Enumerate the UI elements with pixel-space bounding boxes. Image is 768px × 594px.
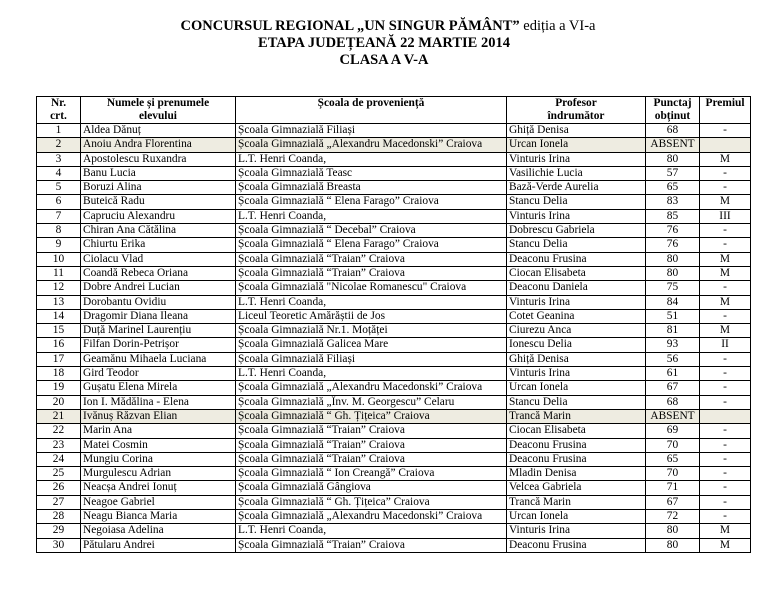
cell-nr: 14 (37, 309, 81, 323)
cell-name: Chiran Ana Cătălina (81, 224, 236, 238)
cell-teacher: Ciocan Elisabeta (507, 424, 646, 438)
cell-prize: - (700, 452, 751, 466)
table-row (37, 195, 751, 209)
cell-score: 70 (646, 438, 700, 452)
cell-school: Școala Gimnazială Breasta (236, 181, 507, 195)
cell-nr: 18 (37, 367, 81, 381)
cell-name: Buteică Radu (81, 195, 236, 209)
cell-teacher: Vinturis Irina (507, 209, 646, 223)
table-row (37, 324, 751, 338)
cell-prize: - (700, 309, 751, 323)
table-row (37, 181, 751, 195)
cell-score: 69 (646, 424, 700, 438)
cell-name: Dorobantu Ovidiu (81, 295, 236, 309)
cell-score: 80 (646, 252, 700, 266)
cell-name: Ion I. Mădălina - Elena (81, 395, 236, 409)
cell-teacher: Stancu Delia (507, 395, 646, 409)
table-row (37, 409, 751, 423)
col-nr-header-2: crt. (37, 110, 81, 124)
cell-nr: 26 (37, 481, 81, 495)
cell-teacher: Stancu Delia (507, 195, 646, 209)
cell-score: 57 (646, 166, 700, 180)
cell-nr: 16 (37, 338, 81, 352)
cell-name: Neagoe Gabriel (81, 495, 236, 509)
cell-teacher: Deaconu Frusina (507, 252, 646, 266)
cell-score: 51 (646, 309, 700, 323)
table-row (37, 467, 751, 481)
document-header (0, 18, 768, 69)
cell-prize: - (700, 181, 751, 195)
cell-score: 65 (646, 452, 700, 466)
cell-prize: - (700, 367, 751, 381)
cell-nr: 12 (37, 281, 81, 295)
cell-school: Școala Gimnazială “Traian” Craiova (236, 438, 507, 452)
table-row (37, 238, 751, 252)
cell-name: Geamănu Mihaela Luciana (81, 352, 236, 366)
cell-score: 76 (646, 224, 700, 238)
cell-prize: - (700, 438, 751, 452)
cell-teacher: Mladin Denisa (507, 467, 646, 481)
table-row (37, 424, 751, 438)
table-row (37, 295, 751, 309)
table-row (37, 224, 751, 238)
cell-score: 80 (646, 524, 700, 538)
cell-prize: M (700, 295, 751, 309)
cell-nr: 9 (37, 238, 81, 252)
col-school-header: Școala de proveniență (236, 97, 507, 124)
cell-prize: - (700, 238, 751, 252)
cell-school: L.T. Henri Coanda, (236, 209, 507, 223)
cell-school: L.T. Henri Coanda, (236, 367, 507, 381)
table-row (37, 352, 751, 366)
cell-name: Capruciu Alexandru (81, 209, 236, 223)
cell-score: 84 (646, 295, 700, 309)
cell-name: Dragomir Diana Ileana (81, 309, 236, 323)
cell-school: Școala Gimnazială „Alexandru Macedonski” Craiova (236, 138, 507, 152)
cell-nr: 7 (37, 209, 81, 223)
table-row (37, 209, 751, 223)
cell-school: Școala Gimnazială „Alexandru Macedonski” Craiova (236, 381, 507, 395)
cell-teacher: Urcan Ionela (507, 138, 646, 152)
cell-name: Ciolacu Vlad (81, 252, 236, 266)
table-row (37, 381, 751, 395)
cell-score: 83 (646, 195, 700, 209)
cell-score: 80 (646, 152, 700, 166)
cell-name: Boruzi Alina (81, 181, 236, 195)
cell-score: 80 (646, 538, 700, 552)
cell-prize: M (700, 152, 751, 166)
cell-nr: 11 (37, 266, 81, 280)
cell-nr: 15 (37, 324, 81, 338)
cell-school: Școala Gimnazială Filiași (236, 352, 507, 366)
cell-prize: - (700, 381, 751, 395)
table-row (37, 266, 751, 280)
cell-school: Școala Gimnazială „Alexandru Macedonski” Craiova (236, 510, 507, 524)
cell-nr: 1 (37, 124, 81, 138)
cell-school: Școala Gimnazială „Înv. M. Georgescu” Celaru (236, 395, 507, 409)
cell-name: Banu Lucia (81, 166, 236, 180)
cell-nr: 10 (37, 252, 81, 266)
cell-school: Școala Gimnazială Filiași (236, 124, 507, 138)
cell-school: L.T. Henri Coanda, (236, 295, 507, 309)
cell-nr: 8 (37, 224, 81, 238)
cell-teacher: Urcan Ionela (507, 510, 646, 524)
table-row (37, 510, 751, 524)
col-teacher-header: Profesor (507, 97, 646, 111)
cell-teacher: Velcea Gabriela (507, 481, 646, 495)
table-header (37, 97, 751, 124)
cell-name: Coandă Rebeca Oriana (81, 266, 236, 280)
cell-school: Școala Gimnazială “ Elena Farago” Craiova (236, 238, 507, 252)
cell-nr: 30 (37, 538, 81, 552)
cell-prize: - (700, 510, 751, 524)
table-row (37, 309, 751, 323)
cell-name: Neagu Bianca Maria (81, 510, 236, 524)
cell-teacher: Deaconu Frusina (507, 538, 646, 552)
cell-score: 72 (646, 510, 700, 524)
cell-prize: - (700, 495, 751, 509)
cell-name: Marin Ana (81, 424, 236, 438)
cell-teacher: Ionescu Delia (507, 338, 646, 352)
cell-prize (700, 138, 751, 152)
cell-name: Gușatu Elena Mirela (81, 381, 236, 395)
cell-nr: 5 (37, 181, 81, 195)
table-row (37, 152, 751, 166)
cell-school: Școala Gimnazială Nr.1. Moțăței (236, 324, 507, 338)
cell-teacher: Trancă Marin (507, 409, 646, 423)
cell-teacher: Stancu Delia (507, 238, 646, 252)
cell-prize: - (700, 224, 751, 238)
cell-school: Școala Gimnazială “Traian” Craiova (236, 538, 507, 552)
stage-date: ETAPA JUDEȚEANĂ 22 MARTIE 2014 (258, 35, 510, 51)
cell-prize: - (700, 124, 751, 138)
cell-name: Negoiasa Adelina (81, 524, 236, 538)
class-title: CLASA A V-A (339, 52, 429, 68)
cell-name: Pătularu Andrei (81, 538, 236, 552)
cell-name: Gird Teodor (81, 367, 236, 381)
table-row (37, 252, 751, 266)
cell-teacher: Cotet Geanina (507, 309, 646, 323)
table-row (37, 166, 751, 180)
cell-prize: - (700, 352, 751, 366)
cell-school: Școala Gimnazială “ Gh. Țițeica” Craiova (236, 495, 507, 509)
cell-name: Apostolescu Ruxandra (81, 152, 236, 166)
cell-prize: M (700, 266, 751, 280)
table-row (37, 367, 751, 381)
cell-nr: 24 (37, 452, 81, 466)
cell-prize: - (700, 424, 751, 438)
cell-score: 81 (646, 324, 700, 338)
cell-name: Mungiu Corina (81, 452, 236, 466)
cell-name: Duță Marinel Laurențiu (81, 324, 236, 338)
cell-name: Matei Cosmin (81, 438, 236, 452)
cell-school: Școala Gimnazială “Traian” Craiova (236, 452, 507, 466)
cell-score: 80 (646, 266, 700, 280)
cell-school: L.T. Henri Coanda, (236, 524, 507, 538)
cell-nr: 4 (37, 166, 81, 180)
cell-teacher: Ciocan Elisabeta (507, 266, 646, 280)
cell-teacher: Urcan Ionela (507, 381, 646, 395)
cell-teacher: Vasilichie Lucia (507, 166, 646, 180)
cell-score: 68 (646, 124, 700, 138)
cell-prize: M (700, 324, 751, 338)
cell-prize: II (700, 338, 751, 352)
cell-prize: M (700, 524, 751, 538)
cell-nr: 3 (37, 152, 81, 166)
cell-prize: - (700, 395, 751, 409)
table-row (37, 524, 751, 538)
cell-school: Școala Gimnazială Gângiova (236, 481, 507, 495)
cell-school: Școala Gimnazială "Nicolae Romanescu" Craiova (236, 281, 507, 295)
table-row (37, 395, 751, 409)
cell-prize: - (700, 166, 751, 180)
cell-nr: 23 (37, 438, 81, 452)
cell-score: 67 (646, 495, 700, 509)
col-name-header-2: elevului (81, 110, 236, 124)
col-name-header: Numele și prenumele (81, 97, 236, 111)
table-row (37, 495, 751, 509)
cell-prize: M (700, 252, 751, 266)
cell-prize (700, 409, 751, 423)
table-row (37, 438, 751, 452)
cell-teacher: Deaconu Frusina (507, 452, 646, 466)
cell-prize: - (700, 467, 751, 481)
col-score-header: Punctaj (646, 97, 700, 111)
cell-name: Murgulescu Adrian (81, 467, 236, 481)
cell-score: 65 (646, 181, 700, 195)
cell-name: Chiurtu Erika (81, 238, 236, 252)
cell-teacher: Deaconu Daniela (507, 281, 646, 295)
cell-nr: 19 (37, 381, 81, 395)
cell-score: 61 (646, 367, 700, 381)
cell-teacher: Trancă Marin (507, 495, 646, 509)
cell-school: Școala Gimnazială Galicea Mare (236, 338, 507, 352)
cell-nr: 22 (37, 424, 81, 438)
table-row (37, 538, 751, 552)
col-nr-header: Nr. (37, 97, 81, 111)
cell-name: Anoiu Andra Florentina (81, 138, 236, 152)
cell-nr: 2 (37, 138, 81, 152)
cell-teacher: Dobrescu Gabriela (507, 224, 646, 238)
cell-teacher: Vinturis Irina (507, 367, 646, 381)
cell-nr: 20 (37, 395, 81, 409)
table-row (37, 138, 751, 152)
cell-name: Dobre Andrei Lucian (81, 281, 236, 295)
col-teacher-header-2: îndrumător (507, 110, 646, 124)
col-prize-header: Premiul (700, 97, 751, 124)
cell-school: Liceul Teoretic Amărăștii de Jos (236, 309, 507, 323)
cell-score: 85 (646, 209, 700, 223)
cell-teacher: Vinturis Irina (507, 295, 646, 309)
cell-score: 56 (646, 352, 700, 366)
cell-nr: 6 (37, 195, 81, 209)
cell-school: Școala Gimnazială “ Decebal” Craiova (236, 224, 507, 238)
cell-nr: 17 (37, 352, 81, 366)
table-row (37, 452, 751, 466)
cell-name: Ivănuș Răzvan Elian (81, 409, 236, 423)
cell-score: 67 (646, 381, 700, 395)
cell-teacher: Ghiță Denisa (507, 124, 646, 138)
cell-school: Școala Gimnazială “Traian” Craiova (236, 424, 507, 438)
cell-prize: M (700, 538, 751, 552)
cell-teacher: Ciurezu Anca (507, 324, 646, 338)
contest-title: CONCURSUL REGIONAL „UN SINGUR PĂMÂNT” ediția a VI-a (180, 18, 596, 34)
results-table (36, 96, 751, 553)
cell-teacher: Vinturis Irina (507, 152, 646, 166)
cell-nr: 29 (37, 524, 81, 538)
cell-school: Școala Gimnazială “ Ion Creangă” Craiova (236, 467, 507, 481)
cell-score: 93 (646, 338, 700, 352)
table-row (37, 481, 751, 495)
cell-teacher: Deaconu Frusina (507, 438, 646, 452)
cell-teacher: Bază-Verde Aurelia (507, 181, 646, 195)
cell-school: Școala Gimnazială “ Elena Farago” Craiova (236, 195, 507, 209)
cell-school: Școala Gimnazială “Traian” Craiova (236, 252, 507, 266)
cell-nr: 25 (37, 467, 81, 481)
cell-nr: 21 (37, 409, 81, 423)
cell-score: 68 (646, 395, 700, 409)
cell-name: Aldea Dănuț (81, 124, 236, 138)
cell-score: 71 (646, 481, 700, 495)
cell-nr: 27 (37, 495, 81, 509)
cell-score: 76 (646, 238, 700, 252)
cell-school: Școala Gimnazială Teasc (236, 166, 507, 180)
cell-prize: - (700, 481, 751, 495)
table-row (37, 281, 751, 295)
cell-teacher: Vinturis Irina (507, 524, 646, 538)
table-body (37, 124, 751, 553)
cell-score: ABSENT (646, 409, 700, 423)
cell-teacher: Ghiță Denisa (507, 352, 646, 366)
cell-score: 75 (646, 281, 700, 295)
cell-prize: III (700, 209, 751, 223)
cell-score: ABSENT (646, 138, 700, 152)
cell-name: Neacșa Andrei Ionuț (81, 481, 236, 495)
col-score-header-2: obținut (646, 110, 700, 124)
cell-school: L.T. Henri Coanda, (236, 152, 507, 166)
cell-prize: - (700, 281, 751, 295)
cell-prize: M (700, 195, 751, 209)
cell-school: Școala Gimnazială “ Gh. Țițeica” Craiova (236, 409, 507, 423)
cell-nr: 28 (37, 510, 81, 524)
cell-name: Filfan Dorin-Petrișor (81, 338, 236, 352)
cell-nr: 13 (37, 295, 81, 309)
table-row (37, 124, 751, 138)
cell-school: Școala Gimnazială “Traian” Craiova (236, 266, 507, 280)
table-row (37, 338, 751, 352)
cell-score: 70 (646, 467, 700, 481)
